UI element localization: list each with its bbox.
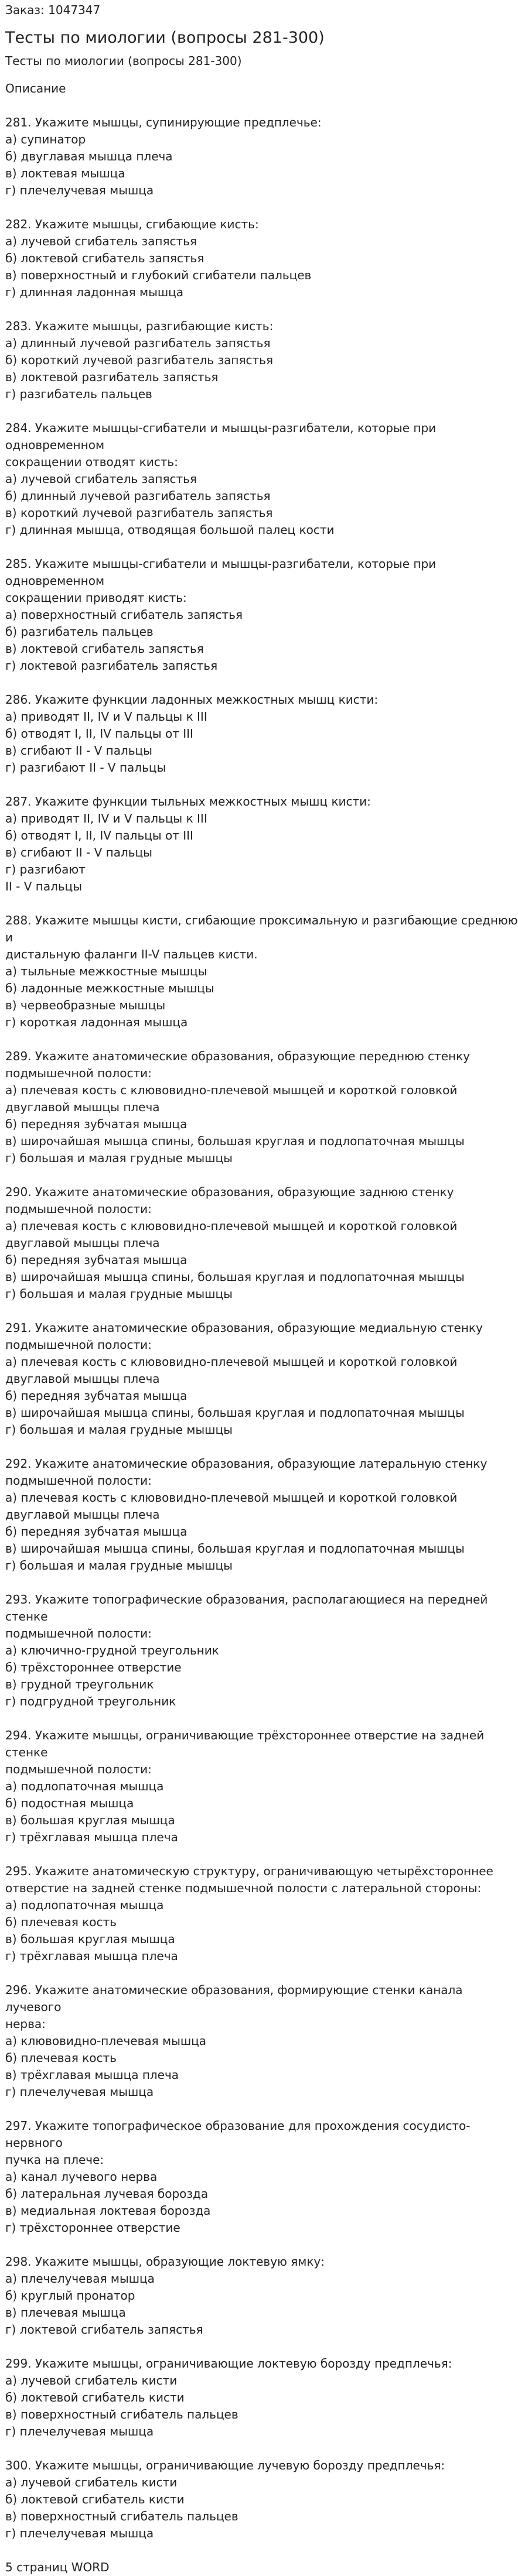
page-count: 5 страниц WORD xyxy=(5,2560,110,2574)
question-line: б) локтевой сгибатель кисти xyxy=(5,2492,185,2506)
question-line: в) червеобразные мышцы xyxy=(5,998,166,1012)
question-line: б) локтевой сгибатель кисти xyxy=(5,2390,185,2404)
question-line: а) плечевая кость с клювовидно-плечевой мышцей и короткой головкой xyxy=(5,1355,458,1369)
question-line: в) локтевая мышца xyxy=(5,166,125,180)
question-text: 282. Укажите мышцы, сгибающие кисть: xyxy=(5,217,259,231)
question-line: б) передняя зубчатая мышца xyxy=(5,1253,188,1267)
question-block xyxy=(5,1863,491,1965)
question-line: б) короткий лучевой разгибатель запястья xyxy=(5,353,273,367)
question-line: б) ладонные межкостные мышцы xyxy=(5,981,214,995)
question-line: б) передняя зубчатая мышца xyxy=(5,1117,188,1131)
question-line: в) плечевая мышца xyxy=(5,2306,126,2320)
question-text: 288. Укажите мышцы кисти, сгибающие проксимальную и разгибающие среднюю xyxy=(5,913,518,927)
question-line: б) передняя зубчатая мышца xyxy=(5,1525,188,1539)
question-text: 287. Укажите функции тыльных межкостных мышц кисти: xyxy=(5,794,371,809)
question-block xyxy=(5,1727,491,1846)
question-text: 291. Укажите анатомические образования, образующие медиальную стенку xyxy=(5,1321,483,1335)
question-text: 296. Укажите анатомические образования, формирующие стенки канала xyxy=(5,1983,463,1997)
question-line: а) плечевая кость с клювовидно-плечевой мышцей и короткой головкой xyxy=(5,1083,458,1097)
question-line: б) плечевая кость xyxy=(5,2051,117,2065)
question-line: г) разгибают xyxy=(5,862,86,876)
question-line: в) трёхглавая мышца плеча xyxy=(5,2068,179,2082)
question-line: г) локтевой разгибатель запястья xyxy=(5,659,218,673)
question-line: а) длинный лучевой разгибатель запястья xyxy=(5,336,271,350)
question-line: а) приводят II, IV и V пальцы к III xyxy=(5,710,207,724)
question-line: а) клювовидно-плечевая мышца xyxy=(5,2034,207,2048)
page-title: Тесты по миологии (вопросы 281-300) xyxy=(5,29,325,47)
question-line: а) плечелучевая мышца xyxy=(5,2272,155,2286)
question-line: нервного xyxy=(5,2136,63,2150)
question-line: лучевого xyxy=(5,2000,62,2014)
question-line: г) трёхстороннее отверстие xyxy=(5,2221,180,2235)
question-line: а) лучевой сгибатель запястья xyxy=(5,472,197,486)
question-block xyxy=(5,793,491,895)
question-line: в) грудной треугольник xyxy=(5,1677,154,1691)
question-line: б) подостная мышца xyxy=(5,1796,134,1810)
question-line: а) плечевая кость с клювовидно-плечевой мышцей и короткой головкой xyxy=(5,1219,458,1233)
question-block xyxy=(5,1320,491,1438)
question-line: в) широчайшая мышца спины, большая круглая и подлопаточная мышцы xyxy=(5,1542,465,1556)
question-block xyxy=(5,114,491,199)
question-line: сокращении отводят кисть: xyxy=(5,455,178,469)
question-line: подмышечной полости: xyxy=(5,1762,152,1776)
question-line: двуглавой мышцы плеча xyxy=(5,1508,160,1522)
question-line: г) трёхглавая мышца плеча xyxy=(5,1949,178,1963)
question-line: а) поверхностный сгибатель запястья xyxy=(5,608,243,622)
question-line: б) латеральная лучевая борозда xyxy=(5,2187,209,2201)
question-text: 284. Укажите мышцы-сгибатели и мышцы-разгибатели, которые при xyxy=(5,421,437,435)
question-line: а) приводят II, IV и V пальцы к III xyxy=(5,811,207,825)
question-block xyxy=(5,216,491,301)
question-line: подмышечной полости: xyxy=(5,1202,152,1216)
question-line: г) локтевой сгибатель запястья xyxy=(5,2322,203,2337)
question-block xyxy=(5,318,491,403)
question-line: г) короткая ладонная мышца xyxy=(5,1015,188,1029)
question-line: а) лучевой сгибатель запястья xyxy=(5,234,197,248)
question-block xyxy=(5,1048,491,1167)
question-line: а) подлопаточная мышца xyxy=(5,1779,164,1793)
question-block xyxy=(5,2457,491,2542)
question-line: а) плечевая кость с клювовидно-плечевой мышцей и короткой головкой xyxy=(5,1491,458,1505)
question-line: б) длинный лучевой разгибатель запястья xyxy=(5,489,271,503)
question-line: а) лучевой сгибатель кисти xyxy=(5,2475,178,2489)
question-line: подмышечной полости: xyxy=(5,1338,152,1352)
question-line: в) широчайшая мышца спины, большая круглая и подлопаточная мышцы xyxy=(5,1134,465,1148)
question-line: г) большая и малая грудные мышцы xyxy=(5,1558,233,1573)
question-line: а) подлопаточная мышца xyxy=(5,1898,164,1912)
question-block xyxy=(5,691,491,776)
question-line: в) медиальная локтевая борозда xyxy=(5,2204,211,2218)
order-number: Заказ: 1047347 xyxy=(5,3,101,17)
question-block xyxy=(5,912,518,1031)
question-line: в) поверхностный и глубокий сгибатели пальцев xyxy=(5,268,312,282)
question-text: 298. Укажите мышцы, образующие локтевую ямку: xyxy=(5,2255,325,2269)
question-line: г) плечелучевая мышца xyxy=(5,2424,154,2438)
question-line: подмышечной полости: xyxy=(5,1474,152,1488)
page-subtitle: Тесты по миологии (вопросы 281-300) xyxy=(5,54,242,68)
question-line: в) широчайшая мышца спины, большая круглая и подлопаточная мышцы xyxy=(5,1406,465,1420)
question-text: 299. Укажите мышцы, ограничивающие локтевую борозду предплечья: xyxy=(5,2356,452,2371)
question-line: нерва: xyxy=(5,2017,46,2031)
question-line: г) длинная мышца, отводящая большой палец кости xyxy=(5,523,335,537)
question-line: б) отводят I, II, IV пальцы от III xyxy=(5,828,193,842)
question-line: отверстие на задней стенке подмышечной полости с латеральной стороны: xyxy=(5,1881,482,1895)
question-text: 289. Укажите анатомические образования, образующие переднюю стенку xyxy=(5,1049,470,1063)
question-line: а) лучевой сгибатель кисти xyxy=(5,2373,178,2387)
description-label: Описание xyxy=(5,81,66,95)
question-block xyxy=(5,2355,491,2440)
question-line: в) локтевой сгибатель запястья xyxy=(5,642,204,656)
question-line: а) супинатор xyxy=(5,132,86,146)
question-line: г) разгибают II - V пальцы xyxy=(5,761,166,775)
question-text: 290. Укажите анатомические образования, образующие заднюю стенку xyxy=(5,1185,454,1199)
question-line: и xyxy=(5,930,13,944)
question-line: в) короткий лучевой разгибатель запястья xyxy=(5,506,273,520)
question-block xyxy=(5,2118,491,2236)
question-text: 293. Укажите топографические образования, располагающиеся на передней xyxy=(5,1592,488,1606)
question-line: II - V пальцы xyxy=(5,879,83,893)
question-text: 281. Укажите мышцы, супинирующие предплечье: xyxy=(5,115,322,129)
question-line: а) ключично-грудной треугольник xyxy=(5,1643,219,1657)
question-line: б) локтевой сгибатель запястья xyxy=(5,251,205,265)
question-block xyxy=(5,2253,491,2338)
question-line: в) поверхностный сгибатель пальцев xyxy=(5,2509,238,2523)
question-line: двуглавой мышцы плеча xyxy=(5,1372,160,1386)
question-line: г) большая и малая грудные мышцы xyxy=(5,1423,233,1437)
question-list xyxy=(5,114,518,2542)
question-block xyxy=(5,1184,491,1303)
question-line: одновременном xyxy=(5,438,105,452)
question-line: г) подгрудной треугольник xyxy=(5,1694,176,1708)
question-line: г) разгибатель пальцев xyxy=(5,387,152,401)
question-line: б) отводят I, II, IV пальцы от III xyxy=(5,727,193,741)
question-line: б) разгибатель пальцев xyxy=(5,625,154,639)
question-block xyxy=(5,1591,491,1710)
question-line: дистальную фаланги II-V пальцев кисти. xyxy=(5,947,258,961)
question-line: стенке xyxy=(5,1609,48,1623)
question-line: в) локтевой разгибатель запястья xyxy=(5,370,219,384)
question-line: в) сгибают II - V пальцы xyxy=(5,845,152,859)
question-line: одновременном xyxy=(5,574,105,588)
question-block xyxy=(5,1982,491,2101)
question-line: а) канал лучевого нерва xyxy=(5,2170,158,2184)
question-text: 300. Укажите мышцы, ограничивающие лучевую борозду предплечья: xyxy=(5,2458,445,2472)
document-page xyxy=(0,2,518,2574)
question-line: б) передняя зубчатая мышца xyxy=(5,1389,188,1403)
question-line: б) двуглавая мышца плеча xyxy=(5,149,173,163)
question-line: г) плечелучевая мышца xyxy=(5,2526,154,2540)
question-line: в) сгибают II - V пальцы xyxy=(5,744,152,758)
question-text: 297. Укажите топографическое образование для прохождения сосудисто- xyxy=(5,2119,471,2133)
question-text: 292. Укажите анатомические образования, образующие латеральную стенку xyxy=(5,1457,488,1471)
question-line: б) трёхстороннее отверстие xyxy=(5,1660,182,1674)
question-line: стенке xyxy=(5,1745,48,1759)
question-text: 294. Укажите мышцы, ограничивающие трёхстороннее отверстие на задней xyxy=(5,1728,485,1742)
question-line: г) плечелучевая мышца xyxy=(5,183,154,197)
question-line: двуглавой мышцы плеча xyxy=(5,1236,160,1250)
question-text: 286. Укажите функции ладонных межкостных мышц кисти: xyxy=(5,693,379,707)
question-line: г) трёхглавая мышца плеча xyxy=(5,1830,178,1844)
question-block xyxy=(5,1455,491,1574)
question-line: б) круглый пронатор xyxy=(5,2289,135,2303)
question-text: 283. Укажите мышцы, разгибающие кисть: xyxy=(5,319,274,333)
question-line: сокращении приводят кисть: xyxy=(5,591,187,605)
question-line: в) поверхностный сгибатель пальцев xyxy=(5,2407,238,2421)
question-line: г) плечелучевая мышца xyxy=(5,2085,154,2099)
question-line: а) тыльные межкостные мышцы xyxy=(5,964,207,978)
question-line: подмышечной полости: xyxy=(5,1626,152,1640)
question-line: пучка на плече: xyxy=(5,2153,104,2167)
question-line: двуглавой мышцы плеча xyxy=(5,1100,160,1114)
question-line: г) большая и малая грудные мышцы xyxy=(5,1151,233,1165)
question-block xyxy=(5,420,491,539)
question-line: г) большая и малая грудные мышцы xyxy=(5,1287,233,1301)
question-line: в) большая круглая мышца xyxy=(5,1932,175,1946)
question-text: 295. Укажите анатомическую структуру, ограничивающую четырёхстороннее xyxy=(5,1864,493,1878)
question-text: 285. Укажите мышцы-сгибатели и мышцы-разгибатели, которые при xyxy=(5,557,437,571)
question-line: в) широчайшая мышца спины, большая круглая и подлопаточная мышцы xyxy=(5,1270,465,1284)
question-block xyxy=(5,556,491,674)
question-line: в) большая круглая мышца xyxy=(5,1813,175,1827)
question-line: б) плечевая кость xyxy=(5,1915,117,1929)
question-line: г) длинная ладонная мышца xyxy=(5,285,184,299)
question-line: подмышечной полости: xyxy=(5,1066,152,1080)
